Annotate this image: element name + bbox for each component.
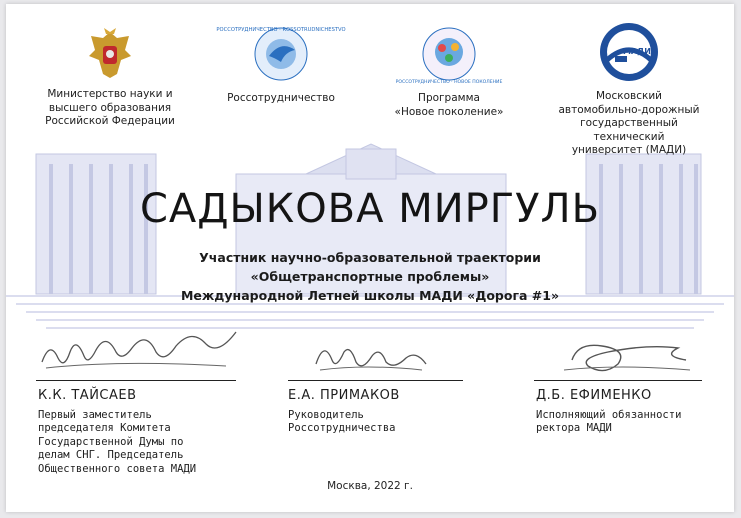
logo-caption-line: «Новое поколение» bbox=[394, 105, 504, 118]
logo-new-generation bbox=[384, 22, 514, 119]
logo-emblem-text: РОССОТРУДНИЧЕСТВО · НОВОЕ ПОКОЛЕНИЕ bbox=[395, 80, 503, 85]
madi-logo-icon bbox=[597, 20, 661, 84]
signature-line bbox=[288, 380, 463, 381]
logo-emblem-text: МАДИ bbox=[623, 47, 651, 56]
signatory-primakov bbox=[288, 389, 488, 436]
rossotrudnichestvo-logo-icon bbox=[216, 22, 346, 86]
new-generation-logo-icon bbox=[395, 22, 503, 86]
logo-caption-line: государственный технический bbox=[580, 117, 678, 143]
logo-emblem-text: РОССОТРУДНИЧЕСТВО · ROSSOTRUDNICHESTVO bbox=[216, 27, 346, 33]
signature-taysaev bbox=[36, 322, 246, 378]
signatory-role: Первый заместитель председателя Комитета Государственной Думы по делам СНГ. Председатель Общественного совета МАДИ bbox=[38, 408, 197, 475]
logo-caption-line: Программа bbox=[418, 92, 480, 104]
participation-statement bbox=[6, 248, 734, 305]
participation-line: Участник научно-образовательной траектории bbox=[199, 250, 541, 265]
signatory-name: Е.А. ПРИМАКОВ bbox=[288, 388, 400, 403]
signatory-name: Д.Б. ЕФИМЕНКО bbox=[536, 388, 652, 403]
signature-line bbox=[534, 380, 702, 381]
logo-caption-line: Министерство науки и bbox=[47, 88, 173, 100]
participation-line: Международной Летней школы МАДИ «Дорога #1» bbox=[180, 288, 560, 303]
signatory-taysaev bbox=[38, 389, 248, 476]
logo-ministry bbox=[40, 26, 180, 129]
logo-caption-line: Российской Федерации bbox=[45, 115, 175, 127]
logo-caption-line: высшего образования bbox=[48, 101, 172, 114]
logo-madi bbox=[544, 20, 714, 158]
logo-caption-line: автомобильно-дорожный bbox=[558, 103, 700, 116]
signatory-efimenko bbox=[536, 389, 726, 436]
logo-caption-line: Московский bbox=[596, 90, 662, 102]
signature-line bbox=[36, 380, 236, 381]
participation-line: «Общетранспортные проблемы» bbox=[250, 269, 490, 284]
signatory-role: Исполняющий обязанности ректора МАДИ bbox=[536, 408, 682, 434]
certificate bbox=[6, 4, 734, 512]
logo-rossotrudnichestvo bbox=[216, 22, 346, 106]
logo-caption-line: Россотрудничество bbox=[227, 92, 335, 104]
recipient-name: САДЫКОВА МИРГУЛЬ bbox=[139, 186, 601, 232]
signatory-role: Руководитель Россотрудничества bbox=[288, 408, 396, 434]
signatory-name: К.К. ТАЙСАЕВ bbox=[38, 388, 137, 403]
signature-primakov bbox=[306, 334, 436, 378]
signature-efimenko bbox=[558, 330, 698, 378]
issue-place-date: Москва, 2022 г. bbox=[327, 480, 413, 492]
logo-caption-line: университет (МАДИ) bbox=[571, 144, 687, 156]
coat-of-arms-icon bbox=[87, 26, 133, 82]
